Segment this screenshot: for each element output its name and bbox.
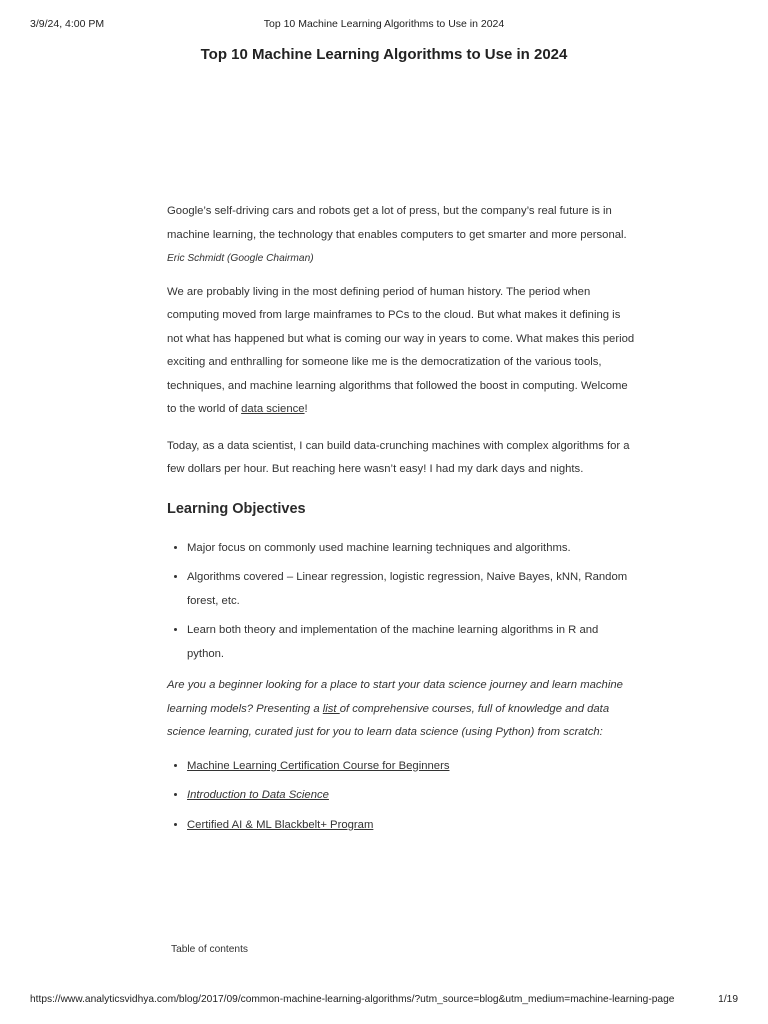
promo-paragraph xyxy=(167,674,635,745)
list-item xyxy=(187,814,635,838)
data-science-link[interactable]: data science xyxy=(241,403,305,415)
article-body xyxy=(167,200,635,843)
print-header-title: Top 10 Machine Learning Algorithms to Use in 2024 xyxy=(263,18,505,30)
print-header xyxy=(30,18,738,32)
objectives-list xyxy=(167,537,635,667)
course-link-intro-data-science[interactable]: Introduction to Data Science xyxy=(187,789,329,801)
promo-text-end: of comprehensive courses, full of knowledge and data science learning, curated just for you to learn data science (using Python) from scratch: xyxy=(167,702,610,738)
list-item xyxy=(187,755,635,779)
print-footer xyxy=(30,994,738,1008)
print-datetime: 3/9/24, 4:00 PM xyxy=(30,18,105,30)
course-link-blackbelt[interactable]: Certified AI & ML Blackbelt+ Program xyxy=(187,818,374,831)
quote-text: Google’s self-driving cars and robots get a lot of press, but the company’s real future is in machine learning, the technology that enables computers to get smarter and more personal. xyxy=(167,205,627,241)
list-item: • Algorithms covered – Linear regression, logistic regression, Naive Bayes, kNN, Random forest, etc. xyxy=(187,566,635,613)
course-list-link[interactable]: list xyxy=(322,702,340,715)
promo-text-start: Are you a beginner looking for a place to start your data science journey and learn machine learning models? Presenting a xyxy=(167,679,623,715)
intro-text: We are probably living in the most defining period of human history. The period when computing moved from large mainframes to PCs to the cloud. But what makes it defining is not what has happened but what is coming our way in years to come. What makes this period exciting and enthralling for someone like me is the democratization of the various tools, techniques, and machine learning algorithms that followed the boost in computing. Welcome to the world of xyxy=(167,285,635,415)
course-list xyxy=(167,755,635,838)
table-of-contents-label[interactable]: Table of contents xyxy=(171,944,249,955)
quote-author: Eric Schmidt (Google Chairman) xyxy=(167,253,314,264)
list-item: • Major focus on commonly used machine learning techniques and algorithms. xyxy=(187,537,635,561)
course-link-ml-certification[interactable]: Machine Learning Certification Course for Beginners xyxy=(187,759,450,772)
list-item xyxy=(187,784,635,808)
page-number: 1/19 xyxy=(718,994,738,1005)
page-title: Top 10 Machine Learning Algorithms to Use in 2024 xyxy=(200,46,568,63)
print-footer-url: https://www.analyticsvidhya.com/blog/2017/09/common-machine-learning-algorithms/?utm_source=blog&utm_medium=machine-learning-page xyxy=(30,994,675,1005)
intro-end: ! xyxy=(304,403,308,415)
objectives-heading: Learning Objectives xyxy=(167,500,306,517)
list-item: • Learn both theory and implementation of the machine learning algorithms in R and python. xyxy=(187,619,635,666)
today-paragraph: Today, as a data scientist, I can build data-crunching machines with complex algorithms for a few dollars per hour. But reaching here wasn’t easy! I had my dark days and nights. xyxy=(167,439,630,475)
intro-paragraph xyxy=(167,281,635,422)
